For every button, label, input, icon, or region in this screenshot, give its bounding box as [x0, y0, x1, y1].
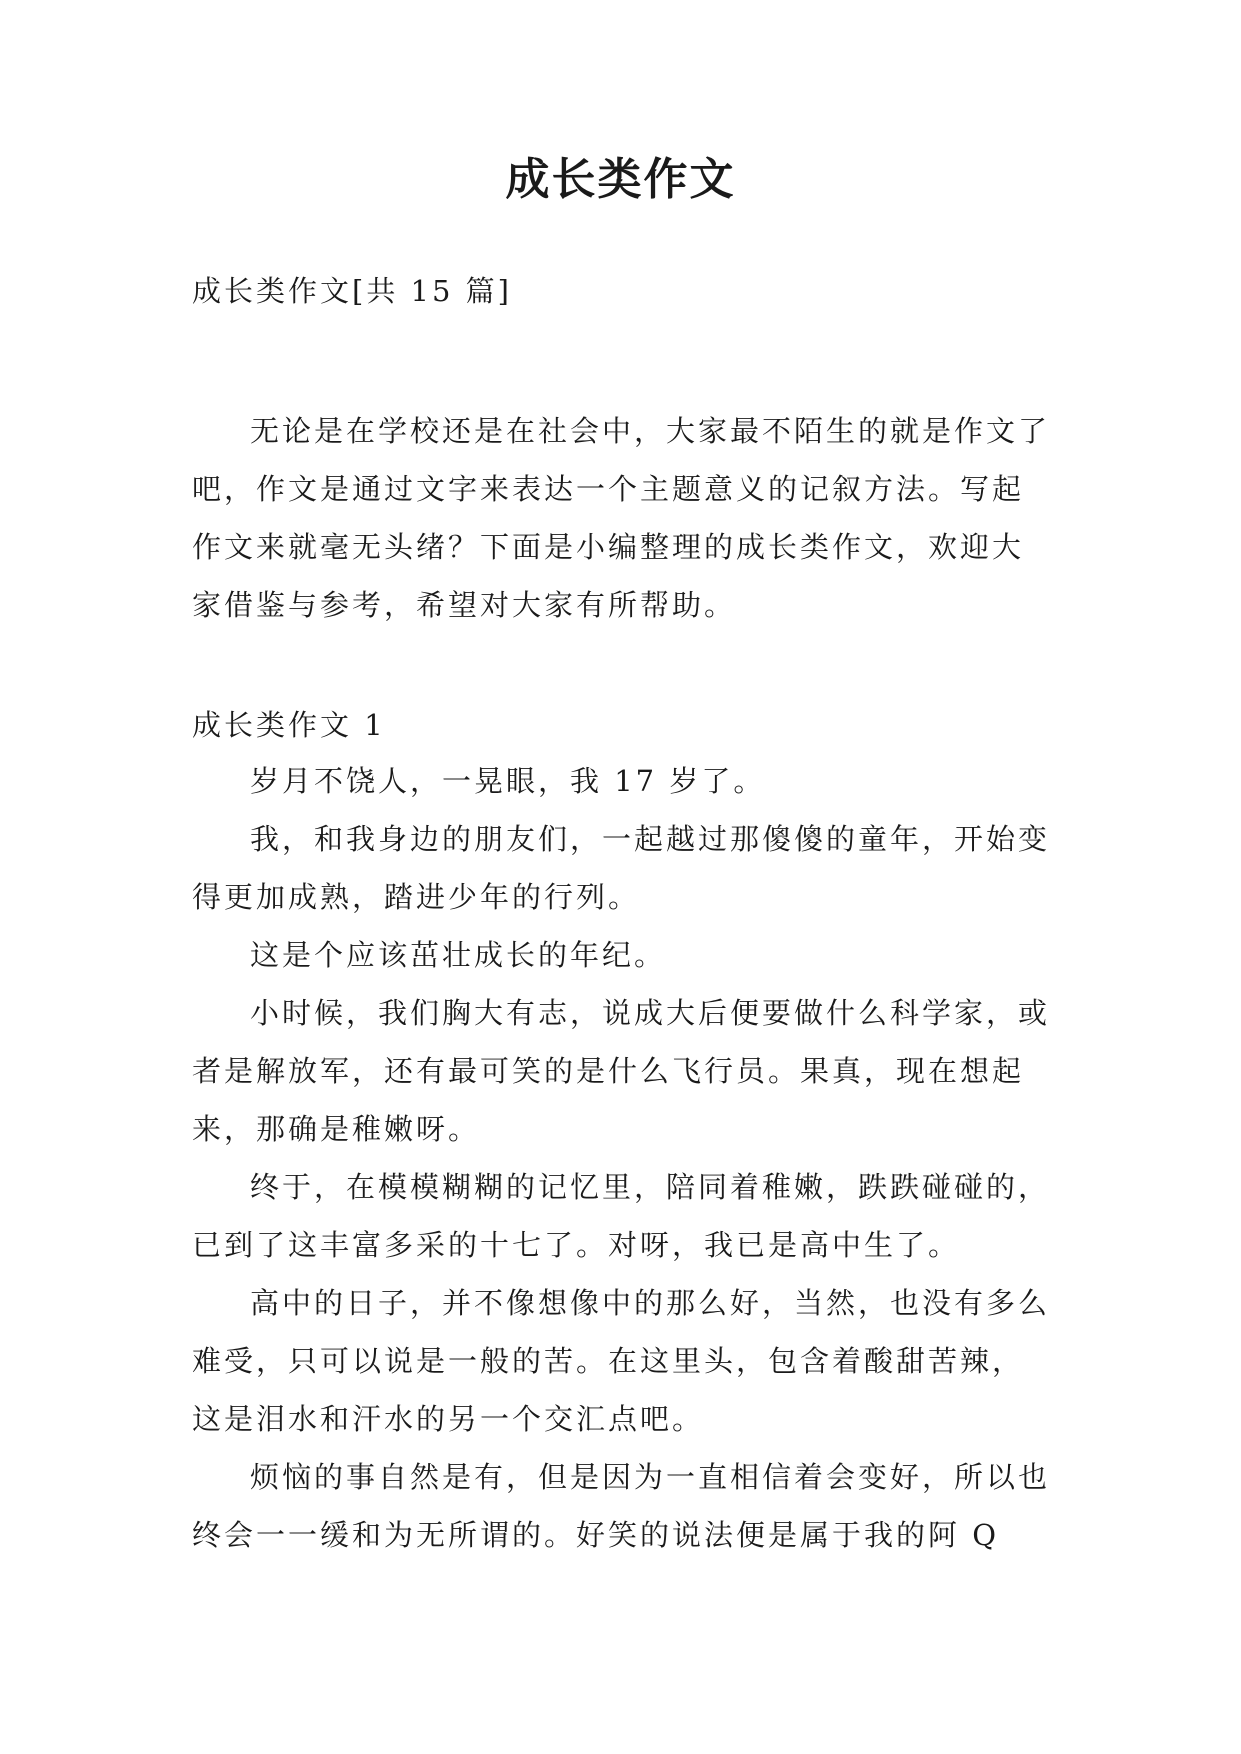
essay-paragraph: 我，和我身边的朋友们，一起越过那傻傻的童年，开始变得更加成熟，踏进少年的行列。	[192, 822, 1051, 914]
essay-paragraph: 这是个应该茁壮成长的年纪。	[250, 938, 667, 972]
document-title: 成长类作文	[505, 154, 736, 205]
section-heading: 成长类作文 1	[192, 708, 386, 742]
intro-paragraph: 无论是在学校还是在社会中，大家最不陌生的就是作文了吧，作文是通过文字来表达一个主题意义的记叙方法。写起作文来就毫无头绪？下面是小编整理的成长类作文，欢迎大家借鉴与参考，希望对大家有所帮助。	[192, 414, 1051, 622]
essay-paragraph: 终于，在模模糊糊的记忆里，陪同着稚嫩，跌跌碰碰的，已到了这丰富多采的十七了。对呀，我已是高中生了。	[192, 1170, 1051, 1262]
document-subtitle: 成长类作文[共 15 篇]	[192, 274, 512, 308]
essay-paragraph: 岁月不饶人，一晃眼，我 17 岁了。	[250, 764, 766, 798]
essay-body	[192, 752, 1052, 1564]
essay-paragraph: 烦恼的事自然是有，但是因为一直相信着会变好，所以也终会一一缓和为无所谓的。好笑的说法便是属于我的阿 Q	[192, 1460, 1051, 1552]
essay-paragraph: 小时候，我们胸大有志，说成大后便要做什么科学家，或者是解放军，还有最可笑的是什么飞行员。果真，现在想起来，那确是稚嫩呀。	[192, 996, 1051, 1146]
essay-paragraph: 高中的日子，并不像想像中的那么好，当然，也没有多么难受，只可以说是一般的苦。在这里头，包含着酸甜苦辣，这是泪水和汗水的另一个交汇点吧。	[192, 1286, 1051, 1436]
